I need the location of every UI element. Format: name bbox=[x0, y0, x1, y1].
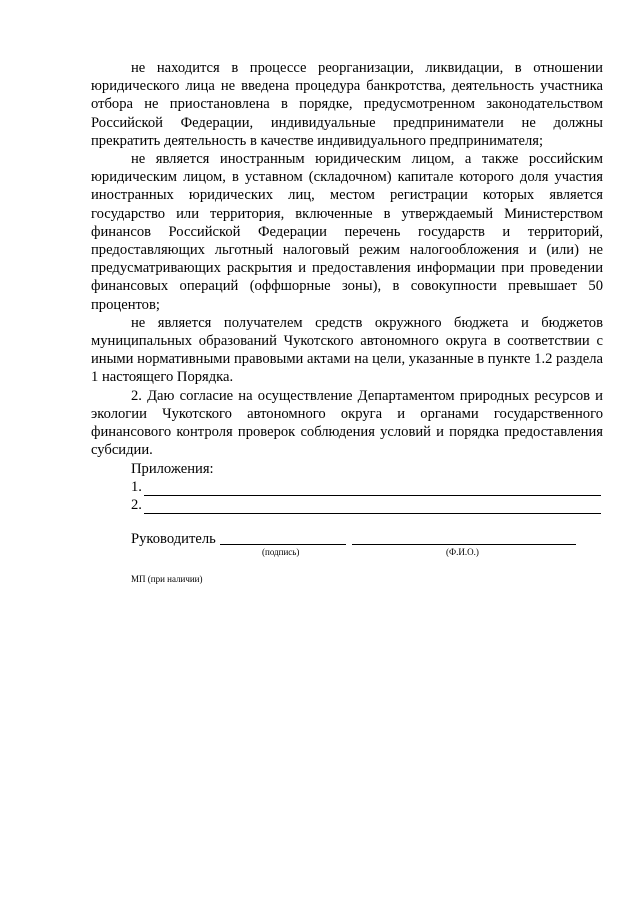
paragraph-not-budget-recipient: не является получателем средств окружного бюджета и бюджетов муниципальных образований Чукотского автономного округа в соответствии с иными нормативными правовыми актами на цели, указанные в пункте 1.2 раздела 1 настоящего Порядка. bbox=[91, 314, 603, 386]
signer-role: Руководитель bbox=[131, 531, 216, 547]
attachment-number: 1. bbox=[131, 479, 142, 495]
stamp-note: МП (при наличии) bbox=[131, 574, 203, 584]
paragraph-consent: 2. Даю согласие на осуществление Департаментом природных ресурсов и экологии Чукотского автономного округа и органами государственного финансового контроля проверок соблюдения условий и порядка предоставления субсидии. bbox=[91, 387, 603, 459]
paragraph-not-in-reorganization: не находится в процессе реорганизации, ликвидации, в отношении юридического лица не введена процедура банкротства, деятельность участника отбора не приостановлена в порядке, предусмотренном законодательством Российской Федерации, индивидуальные предприниматели не должны прекратить деятельность в качестве индивидуального предпринимателя; bbox=[91, 60, 603, 149]
document-body bbox=[91, 59, 603, 459]
attachment-blank-line bbox=[144, 481, 601, 496]
attachment-line-1 bbox=[131, 478, 601, 496]
signature-caption: (подпись) bbox=[262, 547, 300, 557]
attachments-title: Приложения: bbox=[131, 461, 214, 477]
name-caption: (Ф.И.О.) bbox=[446, 547, 479, 557]
name-blank-line bbox=[352, 544, 576, 545]
attachment-number: 2. bbox=[131, 497, 142, 513]
attachment-line-2 bbox=[131, 496, 601, 514]
paragraph-not-foreign-entity: не является иностранным юридическим лицом, а также российским юридическим лицом, в уставном (складочном) капитале которого доля участия иностранных юридических лиц, местом регистрации которых является государство или территория, включенные в утверждаемый Министерством финансов Российской Федерации перечень государств и территорий, предоставляющих льготный налоговый режим налогообложения и (или) не предусматривающих раскрытия и предоставления информации при проведении финансовых операций (оффшорные зоны), в совокупности превышает 50 процентов; bbox=[91, 151, 603, 313]
attachment-blank-line bbox=[144, 499, 601, 514]
signature-blank-line bbox=[220, 544, 346, 545]
